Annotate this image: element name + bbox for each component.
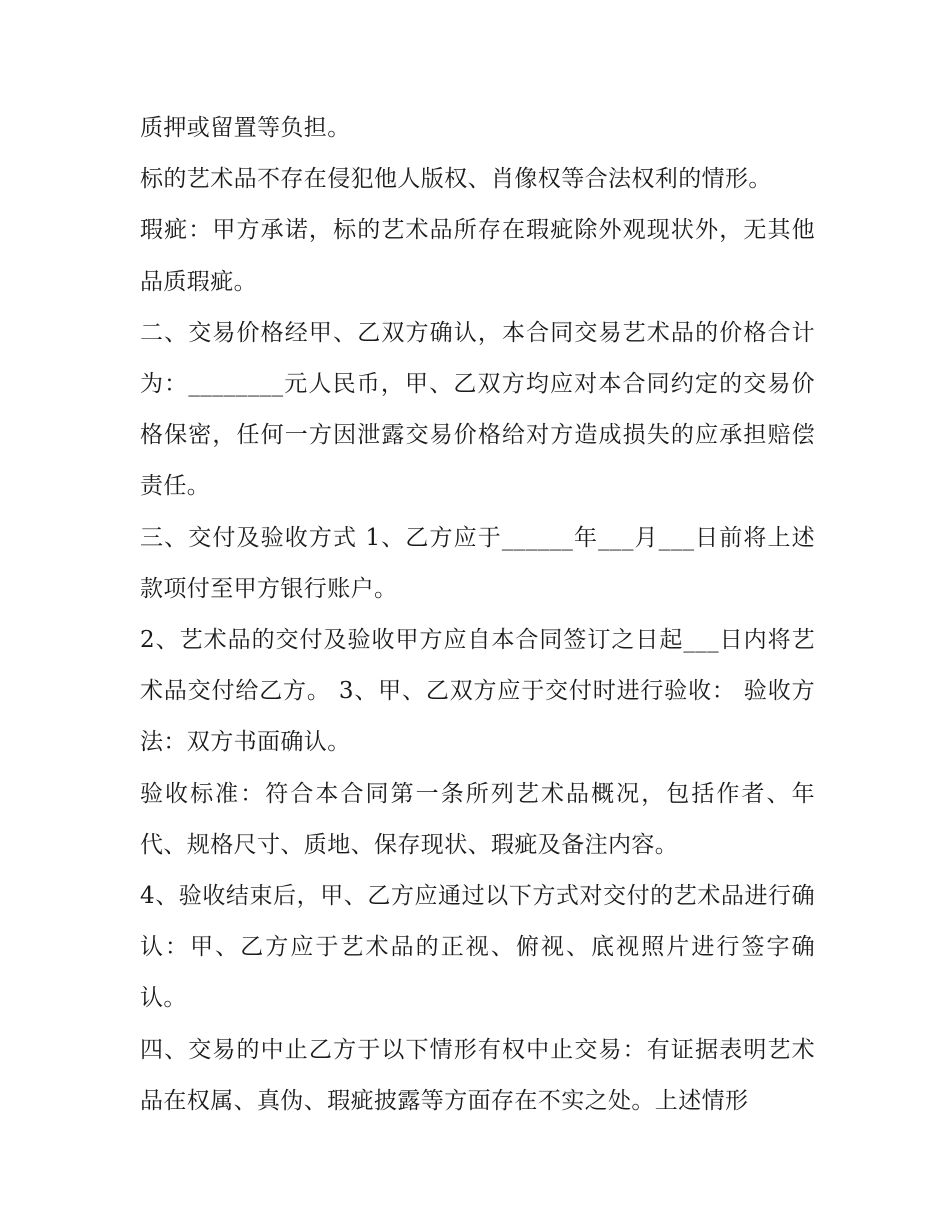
paragraph-section-4-suspension: 四、交易的中止乙方于以下情形有权中止交易：有证据表明艺术品在权属、真伪、瑕疵披露等方面存在不实之处。上述情形 <box>140 1036 815 1114</box>
paragraph-confirmation: 4、验收结束后，甲、乙方应通过以下方式对交付的艺术品进行确认：甲、乙方应于艺术品的正视、俯视、底视照片进行签字确认。 <box>140 883 815 1012</box>
paragraph-pledge-burden: 质押或留置等负担。 <box>140 115 351 141</box>
paragraph-section-2-price: 二、交易价格经甲、乙双方确认，本合同交易艺术品的价格合计为：________元人民币，甲、乙双方均应对本合同约定的交易价格保密，任何一方因泄露交易价格给对方造成损失的应承担赔偿责任。 <box>140 319 815 500</box>
paragraph-delivery-inspection: 2、艺术品的交付及验收甲方应自本合同签订之日起___日内将艺术品交付给乙方。 3、甲、乙双方应于交付时进行验收： 验收方法：双方书面确认。 <box>140 627 815 756</box>
paragraph-inspection-standard: 验收标准：符合本合同第一条所列艺术品概况，包括作者、年代、规格尺寸、质地、保存现状、瑕疵及备注内容。 <box>140 780 815 858</box>
paragraph-defects: 瑕疵：甲方承诺，标的艺术品所存在瑕疵除外观现状外，无其他品质瑕疵。 <box>140 217 815 295</box>
paragraph-section-3-delivery: 三、交付及验收方式 1、乙方应于______年___月___日前将上述款项付至甲方银行账户。 <box>140 524 815 602</box>
document-body <box>140 103 815 1127</box>
paragraph-no-infringement: 标的艺术品不存在侵犯他人版权、肖像权等合法权利的情形。 <box>140 166 772 193</box>
